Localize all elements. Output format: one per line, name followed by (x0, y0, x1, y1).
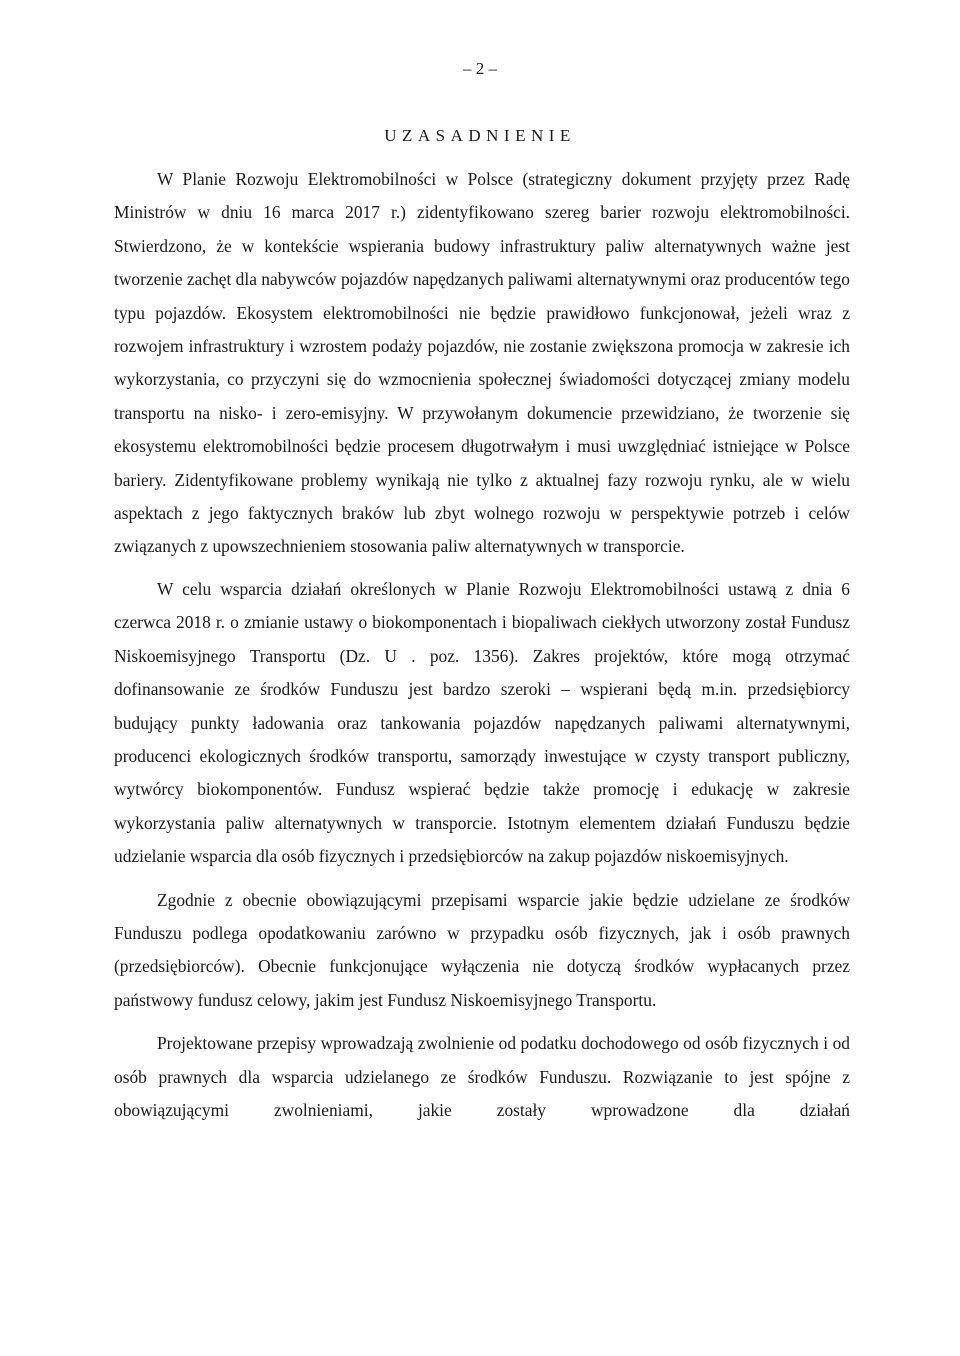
document-heading: UZASADNIENIE (384, 126, 576, 145)
paragraph-4: Projektowane przepisy wprowadzają zwolnienie od podatku dochodowego od osób fizycznych i od osób prawnych dla wsparcia udzielanego ze środków Funduszu. Rozwiązanie to jest spójne z obowiązującymi zwolnieniami, jakie zostały wprowadzone dla działań (114, 1033, 850, 1120)
paragraph-1: W Planie Rozwoju Elektromobilności w Polsce (strategiczny dokument przyjęty przez Radę Ministrów w dniu 16 marca 2017 r.) zidentyfikowano szereg barier rozwoju elektromobilności. Stwierdzono, że w kontekście wspierania budowy infrastruktury paliw alternatywnych ważne jest tworzenie zachęt dla nabywców pojazdów napędzanych paliwami alternatywnymi oraz producentów tego typu pojazdów. Ekosystem elektromobilności nie będzie prawidłowo funkcjonował, jeżeli wraz z rozwojem infrastruktury i wzrostem podaży pojazdów, nie zostanie zwiększona promocja w zakresie ich wykorzystania, co przyczyni się do wzmocnienia społecznej świadomości dotyczącej zmiany modelu transportu na nisko- i zero-emisyjny. W przywołanym dokumencie przewidziano, że tworzenie się ekosystemu elektromobilności będzie procesem długotrwałym i musi uwzględniać istniejące w Polsce bariery. Zidentyfikowane problemy wynikają nie tylko z aktualnej fazy rozwoju rynku, ale w wielu aspektach z jego faktycznych braków lub zbyt wolnego rozwoju w perspektywie potrzeb i celów związanych z upowszechnieniem stosowania paliw alternatywnych w transporcie. (114, 169, 850, 557)
page-number: – 2 – (463, 59, 497, 78)
paragraph-2: W celu wsparcia działań określonych w Planie Rozwoju Elektromobilności ustawą z dnia 6 czerwca 2018 r. o zmianie ustawy o biokomponentach i biopaliwach ciekłych utworzony został Fundusz Niskoemisyjnego Transportu (Dz. U . poz. 1356). Zakres projektów, które mogą otrzymać dofinansowanie ze środków Funduszu jest bardzo szeroki – wspierani będą m.in. przedsiębiorcy budujący punkty ładowania oraz tankowania pojazdów napędzanych paliwami alternatywnymi, producenci ekologicznych środków transportu, samorządy inwestujące w czysty transport publiczny, wytwórcy biokomponentów. Fundusz wspierać będzie także promocję i edukację w zakresie wykorzystania paliw alternatywnych w transporcie. Istotnym elementem działań Funduszu będzie udzielanie wsparcia dla osób fizycznych i przedsiębiorców na zakup pojazdów niskoemisyjnych. (114, 578, 850, 867)
document-body (114, 163, 850, 1127)
paragraph-3: Zgodnie z obecnie obowiązującymi przepisami wsparcie jakie będzie udzielane ze środków Funduszu podlega opodatkowaniu zarówno w przypadku osób fizycznych, jak i osób prawnych (przedsiębiorców). Obecnie funkcjonujące wyłączenia nie dotyczą środków wypłacanych przez państwowy fundusz celowy, jakim jest Fundusz Niskoemisyjnego Transportu. (114, 889, 850, 1010)
